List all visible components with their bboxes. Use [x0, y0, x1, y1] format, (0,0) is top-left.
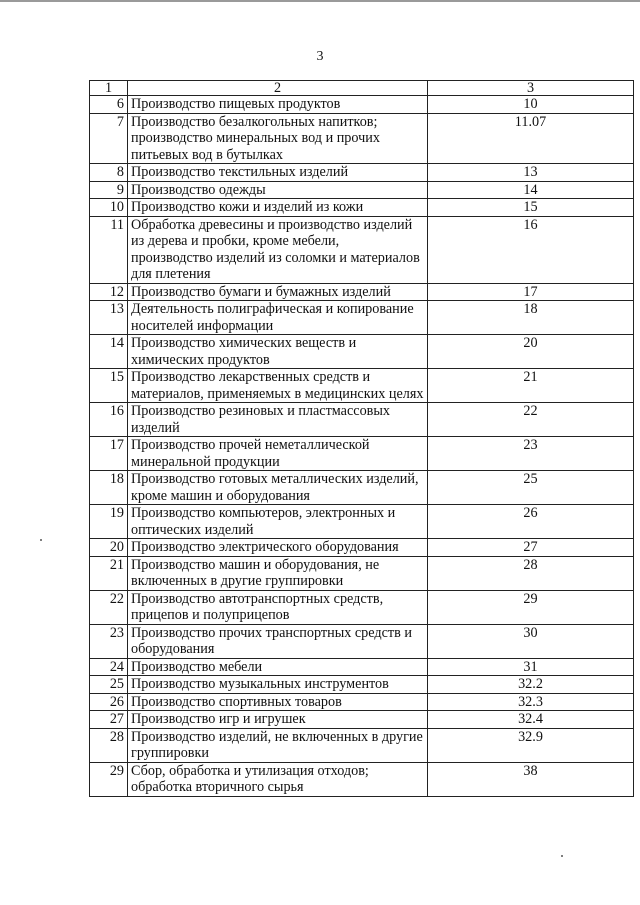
row-number-cell: 12 — [90, 283, 128, 301]
activity-code-cell: 13 — [428, 164, 634, 182]
activity-code-cell: 29 — [428, 590, 634, 624]
activity-code-cell: 17 — [428, 283, 634, 301]
activity-name-cell: Производство резиновых и пластмассовых изделий — [128, 403, 428, 437]
activity-name-cell: Производство одежды — [128, 181, 428, 199]
row-number-cell: 16 — [90, 403, 128, 437]
column-header-1: 1 — [90, 81, 128, 96]
row-number-cell: 10 — [90, 199, 128, 217]
table-row — [90, 505, 634, 539]
row-number-cell: 17 — [90, 437, 128, 471]
activity-code-cell: 32.4 — [428, 711, 634, 729]
table-row — [90, 283, 634, 301]
row-number-cell: 7 — [90, 113, 128, 164]
activity-code-cell: 31 — [428, 658, 634, 676]
activity-name-cell: Производство химических веществ и химических продуктов — [128, 335, 428, 369]
scan-speck — [561, 855, 563, 857]
table-row — [90, 762, 634, 796]
activity-code-cell: 23 — [428, 437, 634, 471]
activity-code-cell: 20 — [428, 335, 634, 369]
row-number-cell: 20 — [90, 539, 128, 557]
activity-name-cell: Производство компьютеров, электронных и оптических изделий — [128, 505, 428, 539]
activity-code-cell: 27 — [428, 539, 634, 557]
row-number-cell: 13 — [90, 301, 128, 335]
row-number-cell: 25 — [90, 676, 128, 694]
activity-code-cell: 16 — [428, 216, 634, 283]
row-number-cell: 9 — [90, 181, 128, 199]
activity-name-cell: Производство музыкальных инструментов — [128, 676, 428, 694]
activity-name-cell: Производство автотранспортных средств, прицепов и полуприцепов — [128, 590, 428, 624]
table-row — [90, 711, 634, 729]
row-number-cell: 21 — [90, 556, 128, 590]
table-row — [90, 728, 634, 762]
row-number-cell: 18 — [90, 471, 128, 505]
table-row — [90, 96, 634, 114]
row-number-cell: 14 — [90, 335, 128, 369]
table-header-row — [90, 81, 634, 96]
activity-code-cell: 15 — [428, 199, 634, 217]
activity-name-cell: Производство мебели — [128, 658, 428, 676]
activity-code-cell: 25 — [428, 471, 634, 505]
page-number: 3 — [316, 49, 324, 64]
activity-name-cell: Производство безалкогольных напитков; производство минеральных вод и прочих питьевых вод в бутылках — [128, 113, 428, 164]
activity-name-cell: Производство готовых металлических изделий, кроме машин и оборудования — [128, 471, 428, 505]
activity-name-cell: Обработка древесины и производство изделий из дерева и пробки, кроме мебели, производство изделий из соломки и материалов для плетения — [128, 216, 428, 283]
activity-code-cell: 14 — [428, 181, 634, 199]
column-header-3: 3 — [428, 81, 634, 96]
table-row — [90, 471, 634, 505]
row-number-cell: 29 — [90, 762, 128, 796]
row-number-cell: 15 — [90, 369, 128, 403]
top-edge-rule — [0, 0, 640, 2]
activity-name-cell: Производство лекарственных средств и материалов, применяемых в медицинских целях — [128, 369, 428, 403]
column-header-2: 2 — [128, 81, 428, 96]
table-row — [90, 216, 634, 283]
activity-code-cell: 28 — [428, 556, 634, 590]
table-row — [90, 181, 634, 199]
row-number-cell: 8 — [90, 164, 128, 182]
row-number-cell: 26 — [90, 693, 128, 711]
row-number-cell: 11 — [90, 216, 128, 283]
activity-name-cell: Производство прочих транспортных средств и оборудования — [128, 624, 428, 658]
table-row — [90, 624, 634, 658]
table-row — [90, 301, 634, 335]
row-number-cell: 6 — [90, 96, 128, 114]
activity-name-cell: Производство текстильных изделий — [128, 164, 428, 182]
activity-code-cell: 26 — [428, 505, 634, 539]
activity-name-cell: Производство изделий, не включенных в другие группировки — [128, 728, 428, 762]
activity-code-cell: 11.07 — [428, 113, 634, 164]
row-number-cell: 22 — [90, 590, 128, 624]
table-row — [90, 199, 634, 217]
activity-name-cell: Производство прочей неметаллической минеральной продукции — [128, 437, 428, 471]
activity-name-cell: Производство электрического оборудования — [128, 539, 428, 557]
activity-code-cell: 38 — [428, 762, 634, 796]
activity-code-cell: 32.3 — [428, 693, 634, 711]
activity-code-cell: 10 — [428, 96, 634, 114]
table-row — [90, 403, 634, 437]
table-row — [90, 369, 634, 403]
table-row — [90, 693, 634, 711]
scan-speck — [40, 539, 42, 541]
table-row — [90, 335, 634, 369]
activity-name-cell: Производство кожи и изделий из кожи — [128, 199, 428, 217]
row-number-cell: 27 — [90, 711, 128, 729]
activity-name-cell: Производство машин и оборудования, не включенных в другие группировки — [128, 556, 428, 590]
activity-code-cell: 30 — [428, 624, 634, 658]
activity-code-cell: 32.9 — [428, 728, 634, 762]
row-number-cell: 24 — [90, 658, 128, 676]
activity-name-cell: Деятельность полиграфическая и копирование носителей информации — [128, 301, 428, 335]
activity-name-cell: Производство бумаги и бумажных изделий — [128, 283, 428, 301]
table-row — [90, 658, 634, 676]
row-number-cell: 23 — [90, 624, 128, 658]
table-row — [90, 556, 634, 590]
table-row — [90, 590, 634, 624]
activity-code-cell: 22 — [428, 403, 634, 437]
row-number-cell: 28 — [90, 728, 128, 762]
activity-name-cell: Производство игр и игрушек — [128, 711, 428, 729]
table-row — [90, 676, 634, 694]
table-row — [90, 113, 634, 164]
activity-name-cell: Сбор, обработка и утилизация отходов; обработка вторичного сырья — [128, 762, 428, 796]
activity-code-cell: 18 — [428, 301, 634, 335]
table-row — [90, 539, 634, 557]
table-row — [90, 164, 634, 182]
table-body — [90, 96, 634, 797]
activity-code-cell: 32.2 — [428, 676, 634, 694]
activity-code-cell: 21 — [428, 369, 634, 403]
activity-name-cell: Производство спортивных товаров — [128, 693, 428, 711]
activity-name-cell: Производство пищевых продуктов — [128, 96, 428, 114]
activity-codes-table — [89, 80, 634, 797]
table-row — [90, 437, 634, 471]
row-number-cell: 19 — [90, 505, 128, 539]
